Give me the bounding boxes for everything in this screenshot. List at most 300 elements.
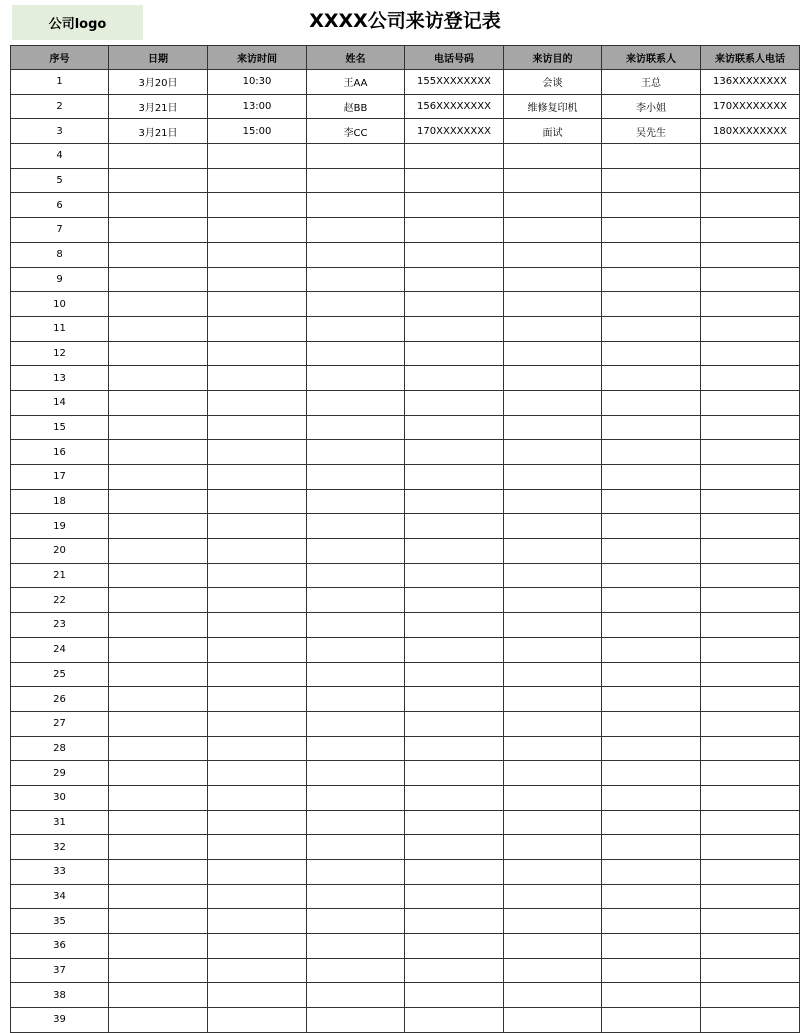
table-cell-contact-phone[interactable]: 136XXXXXXXX — [701, 70, 800, 95]
table-cell-contact[interactable] — [602, 514, 701, 539]
table-cell-name[interactable] — [307, 390, 405, 415]
table-cell-purpose[interactable] — [504, 193, 602, 218]
table-cell-contact[interactable] — [602, 440, 701, 465]
table-cell-seq[interactable]: 36 — [11, 934, 109, 959]
table-cell-contact[interactable]: 吴先生 — [602, 119, 701, 144]
table-cell-purpose[interactable] — [504, 1008, 602, 1033]
table-cell-seq[interactable]: 28 — [11, 736, 109, 761]
table-cell-seq[interactable]: 10 — [11, 292, 109, 317]
table-cell-seq[interactable]: 24 — [11, 637, 109, 662]
table-cell-contact-phone[interactable] — [701, 687, 800, 712]
table-cell-phone[interactable] — [405, 884, 504, 909]
table-cell-name[interactable] — [307, 711, 405, 736]
table-cell-name[interactable] — [307, 662, 405, 687]
table-cell-purpose[interactable] — [504, 662, 602, 687]
table-cell-seq[interactable]: 29 — [11, 761, 109, 786]
table-cell-visit-time[interactable] — [208, 810, 307, 835]
table-cell-purpose[interactable] — [504, 687, 602, 712]
table-cell-date[interactable] — [109, 193, 208, 218]
table-cell-seq[interactable]: 5 — [11, 168, 109, 193]
table-cell-visit-time[interactable]: 13:00 — [208, 94, 307, 119]
table-cell-purpose[interactable] — [504, 168, 602, 193]
table-cell-visit-time[interactable] — [208, 588, 307, 613]
table-cell-purpose[interactable] — [504, 785, 602, 810]
table-cell-seq[interactable]: 25 — [11, 662, 109, 687]
table-cell-seq[interactable]: 38 — [11, 983, 109, 1008]
table-cell-date[interactable] — [109, 958, 208, 983]
table-cell-phone[interactable] — [405, 267, 504, 292]
table-cell-date[interactable] — [109, 810, 208, 835]
table-cell-phone[interactable] — [405, 514, 504, 539]
table-cell-phone[interactable] — [405, 415, 504, 440]
table-cell-phone[interactable] — [405, 662, 504, 687]
table-cell-visit-time[interactable] — [208, 539, 307, 564]
table-cell-visit-time[interactable] — [208, 292, 307, 317]
table-cell-contact[interactable] — [602, 860, 701, 885]
table-cell-purpose[interactable] — [504, 390, 602, 415]
table-cell-contact[interactable] — [602, 539, 701, 564]
table-cell-visit-time[interactable] — [208, 168, 307, 193]
table-cell-seq[interactable]: 17 — [11, 465, 109, 490]
table-cell-seq[interactable]: 35 — [11, 909, 109, 934]
table-cell-phone[interactable] — [405, 489, 504, 514]
table-cell-contact-phone[interactable] — [701, 860, 800, 885]
table-cell-visit-time[interactable] — [208, 835, 307, 860]
table-cell-name[interactable] — [307, 983, 405, 1008]
table-cell-seq[interactable]: 27 — [11, 711, 109, 736]
table-cell-purpose[interactable] — [504, 563, 602, 588]
table-cell-visit-time[interactable] — [208, 489, 307, 514]
table-cell-name[interactable] — [307, 193, 405, 218]
table-cell-date[interactable] — [109, 1008, 208, 1033]
table-cell-name[interactable] — [307, 637, 405, 662]
table-cell-purpose[interactable] — [504, 292, 602, 317]
table-cell-contact-phone[interactable]: 180XXXXXXXX — [701, 119, 800, 144]
table-cell-visit-time[interactable] — [208, 267, 307, 292]
table-cell-name[interactable] — [307, 242, 405, 267]
table-cell-date[interactable] — [109, 218, 208, 243]
table-cell-visit-time[interactable] — [208, 341, 307, 366]
table-cell-visit-time[interactable] — [208, 218, 307, 243]
table-cell-date[interactable] — [109, 563, 208, 588]
table-cell-purpose[interactable]: 面试 — [504, 119, 602, 144]
table-cell-name[interactable] — [307, 489, 405, 514]
table-cell-phone[interactable] — [405, 687, 504, 712]
table-cell-name[interactable] — [307, 884, 405, 909]
table-cell-contact-phone[interactable] — [701, 662, 800, 687]
table-cell-phone[interactable] — [405, 785, 504, 810]
table-cell-phone[interactable] — [405, 588, 504, 613]
table-cell-phone[interactable] — [405, 292, 504, 317]
table-cell-contact[interactable] — [602, 390, 701, 415]
table-cell-purpose[interactable]: 会谈 — [504, 70, 602, 95]
table-cell-phone[interactable] — [405, 711, 504, 736]
table-cell-visit-time[interactable] — [208, 761, 307, 786]
table-cell-contact-phone[interactable] — [701, 588, 800, 613]
table-cell-phone[interactable] — [405, 366, 504, 391]
table-cell-visit-time[interactable] — [208, 193, 307, 218]
table-cell-visit-time[interactable] — [208, 144, 307, 169]
table-cell-seq[interactable]: 32 — [11, 835, 109, 860]
table-cell-name[interactable]: 李CC — [307, 119, 405, 144]
table-cell-visit-time[interactable] — [208, 242, 307, 267]
table-cell-seq[interactable]: 3 — [11, 119, 109, 144]
table-cell-purpose[interactable] — [504, 440, 602, 465]
table-cell-name[interactable] — [307, 539, 405, 564]
table-cell-contact-phone[interactable] — [701, 168, 800, 193]
table-cell-visit-time[interactable] — [208, 613, 307, 638]
table-cell-phone[interactable] — [405, 144, 504, 169]
table-cell-phone[interactable]: 155XXXXXXXX — [405, 70, 504, 95]
table-cell-contact-phone[interactable]: 170XXXXXXXX — [701, 94, 800, 119]
table-cell-date[interactable]: 3月20日 — [109, 70, 208, 95]
table-cell-contact[interactable] — [602, 662, 701, 687]
table-cell-contact-phone[interactable] — [701, 341, 800, 366]
table-cell-contact[interactable] — [602, 835, 701, 860]
table-cell-name[interactable] — [307, 736, 405, 761]
table-cell-seq[interactable]: 18 — [11, 489, 109, 514]
table-cell-visit-time[interactable] — [208, 366, 307, 391]
table-cell-contact[interactable] — [602, 785, 701, 810]
table-cell-name[interactable] — [307, 810, 405, 835]
table-cell-visit-time[interactable] — [208, 785, 307, 810]
table-cell-date[interactable] — [109, 489, 208, 514]
table-cell-visit-time[interactable] — [208, 637, 307, 662]
table-cell-contact[interactable] — [602, 465, 701, 490]
table-cell-date[interactable] — [109, 316, 208, 341]
table-cell-seq[interactable]: 11 — [11, 316, 109, 341]
table-cell-name[interactable] — [307, 316, 405, 341]
table-cell-contact[interactable] — [602, 292, 701, 317]
table-cell-date[interactable] — [109, 662, 208, 687]
table-cell-purpose[interactable] — [504, 983, 602, 1008]
table-cell-contact[interactable]: 李小姐 — [602, 94, 701, 119]
table-cell-contact[interactable] — [602, 761, 701, 786]
table-cell-visit-time[interactable] — [208, 687, 307, 712]
table-cell-phone[interactable]: 170XXXXXXXX — [405, 119, 504, 144]
table-cell-visit-time[interactable] — [208, 316, 307, 341]
table-cell-contact-phone[interactable] — [701, 934, 800, 959]
table-cell-contact[interactable] — [602, 934, 701, 959]
table-cell-name[interactable] — [307, 588, 405, 613]
table-cell-contact-phone[interactable] — [701, 539, 800, 564]
table-cell-contact-phone[interactable] — [701, 316, 800, 341]
table-cell-contact[interactable] — [602, 637, 701, 662]
table-cell-contact-phone[interactable] — [701, 835, 800, 860]
table-cell-contact-phone[interactable] — [701, 761, 800, 786]
table-cell-visit-time[interactable] — [208, 983, 307, 1008]
table-cell-phone[interactable] — [405, 341, 504, 366]
table-cell-contact-phone[interactable] — [701, 366, 800, 391]
table-cell-seq[interactable]: 31 — [11, 810, 109, 835]
table-cell-visit-time[interactable] — [208, 909, 307, 934]
table-cell-contact-phone[interactable] — [701, 613, 800, 638]
table-cell-phone[interactable] — [405, 736, 504, 761]
table-cell-purpose[interactable] — [504, 218, 602, 243]
table-cell-date[interactable] — [109, 539, 208, 564]
table-cell-contact-phone[interactable] — [701, 218, 800, 243]
table-cell-phone[interactable] — [405, 316, 504, 341]
table-cell-seq[interactable]: 12 — [11, 341, 109, 366]
table-cell-phone[interactable] — [405, 934, 504, 959]
table-cell-name[interactable] — [307, 144, 405, 169]
table-cell-phone[interactable] — [405, 390, 504, 415]
table-cell-purpose[interactable] — [504, 711, 602, 736]
table-cell-contact[interactable] — [602, 810, 701, 835]
table-cell-contact[interactable] — [602, 909, 701, 934]
table-cell-name[interactable] — [307, 415, 405, 440]
table-cell-contact-phone[interactable] — [701, 909, 800, 934]
table-cell-seq[interactable]: 37 — [11, 958, 109, 983]
table-cell-name[interactable]: 赵BB — [307, 94, 405, 119]
table-cell-phone[interactable]: 156XXXXXXXX — [405, 94, 504, 119]
table-cell-contact[interactable] — [602, 588, 701, 613]
table-cell-date[interactable] — [109, 440, 208, 465]
table-cell-purpose[interactable] — [504, 316, 602, 341]
table-cell-contact-phone[interactable] — [701, 884, 800, 909]
table-cell-contact[interactable] — [602, 267, 701, 292]
table-cell-phone[interactable] — [405, 810, 504, 835]
table-cell-contact-phone[interactable] — [701, 983, 800, 1008]
table-cell-name[interactable] — [307, 440, 405, 465]
table-cell-visit-time[interactable] — [208, 934, 307, 959]
table-cell-date[interactable] — [109, 983, 208, 1008]
table-cell-name[interactable] — [307, 613, 405, 638]
table-cell-phone[interactable] — [405, 637, 504, 662]
table-cell-date[interactable]: 3月21日 — [109, 119, 208, 144]
table-cell-contact[interactable] — [602, 958, 701, 983]
table-cell-name[interactable] — [307, 785, 405, 810]
table-cell-name[interactable] — [307, 958, 405, 983]
table-cell-purpose[interactable] — [504, 860, 602, 885]
table-cell-purpose[interactable] — [504, 588, 602, 613]
table-cell-purpose[interactable] — [504, 958, 602, 983]
table-cell-seq[interactable]: 16 — [11, 440, 109, 465]
table-cell-phone[interactable] — [405, 440, 504, 465]
table-cell-name[interactable] — [307, 267, 405, 292]
table-cell-contact-phone[interactable] — [701, 563, 800, 588]
table-cell-seq[interactable]: 1 — [11, 70, 109, 95]
table-cell-date[interactable] — [109, 168, 208, 193]
table-cell-purpose[interactable] — [504, 637, 602, 662]
table-cell-seq[interactable]: 14 — [11, 390, 109, 415]
table-cell-phone[interactable] — [405, 193, 504, 218]
table-cell-purpose[interactable] — [504, 613, 602, 638]
table-cell-contact-phone[interactable] — [701, 958, 800, 983]
table-cell-date[interactable] — [109, 144, 208, 169]
table-cell-date[interactable] — [109, 267, 208, 292]
table-cell-seq[interactable]: 39 — [11, 1008, 109, 1033]
table-cell-date[interactable]: 3月21日 — [109, 94, 208, 119]
table-cell-name[interactable] — [307, 909, 405, 934]
table-cell-purpose[interactable] — [504, 736, 602, 761]
table-cell-seq[interactable]: 20 — [11, 539, 109, 564]
table-cell-date[interactable] — [109, 761, 208, 786]
table-cell-purpose[interactable] — [504, 144, 602, 169]
table-cell-name[interactable] — [307, 835, 405, 860]
table-cell-visit-time[interactable] — [208, 662, 307, 687]
table-cell-visit-time[interactable] — [208, 440, 307, 465]
table-cell-seq[interactable]: 33 — [11, 860, 109, 885]
table-cell-purpose[interactable] — [504, 761, 602, 786]
table-cell-seq[interactable]: 4 — [11, 144, 109, 169]
table-cell-contact-phone[interactable] — [701, 1008, 800, 1033]
table-cell-contact[interactable] — [602, 1008, 701, 1033]
table-cell-name[interactable] — [307, 218, 405, 243]
table-cell-purpose[interactable] — [504, 415, 602, 440]
table-cell-seq[interactable]: 19 — [11, 514, 109, 539]
table-cell-visit-time[interactable] — [208, 415, 307, 440]
table-cell-date[interactable] — [109, 860, 208, 885]
table-cell-contact-phone[interactable] — [701, 785, 800, 810]
table-cell-phone[interactable] — [405, 860, 504, 885]
table-cell-contact[interactable] — [602, 218, 701, 243]
table-cell-seq[interactable]: 6 — [11, 193, 109, 218]
table-cell-date[interactable] — [109, 465, 208, 490]
table-cell-seq[interactable]: 13 — [11, 366, 109, 391]
table-cell-phone[interactable] — [405, 465, 504, 490]
table-cell-visit-time[interactable] — [208, 563, 307, 588]
table-cell-phone[interactable] — [405, 983, 504, 1008]
table-cell-date[interactable] — [109, 637, 208, 662]
table-cell-date[interactable] — [109, 884, 208, 909]
table-cell-date[interactable] — [109, 341, 208, 366]
table-cell-date[interactable] — [109, 514, 208, 539]
table-cell-name[interactable] — [307, 563, 405, 588]
table-cell-seq[interactable]: 7 — [11, 218, 109, 243]
table-cell-date[interactable] — [109, 588, 208, 613]
table-cell-contact[interactable] — [602, 884, 701, 909]
table-cell-name[interactable] — [307, 514, 405, 539]
table-cell-phone[interactable] — [405, 218, 504, 243]
table-cell-visit-time[interactable] — [208, 884, 307, 909]
table-cell-seq[interactable]: 22 — [11, 588, 109, 613]
table-cell-date[interactable] — [109, 835, 208, 860]
table-cell-visit-time[interactable] — [208, 711, 307, 736]
table-cell-contact-phone[interactable] — [701, 810, 800, 835]
table-cell-seq[interactable]: 23 — [11, 613, 109, 638]
table-cell-purpose[interactable] — [504, 514, 602, 539]
table-cell-contact[interactable] — [602, 316, 701, 341]
table-cell-name[interactable] — [307, 934, 405, 959]
table-cell-phone[interactable] — [405, 761, 504, 786]
table-cell-contact[interactable] — [602, 983, 701, 1008]
table-cell-name[interactable] — [307, 465, 405, 490]
table-cell-purpose[interactable] — [504, 835, 602, 860]
table-cell-visit-time[interactable] — [208, 736, 307, 761]
table-cell-phone[interactable] — [405, 958, 504, 983]
table-cell-date[interactable] — [109, 415, 208, 440]
table-cell-seq[interactable]: 2 — [11, 94, 109, 119]
table-cell-phone[interactable] — [405, 242, 504, 267]
table-cell-date[interactable] — [109, 242, 208, 267]
table-cell-contact-phone[interactable] — [701, 489, 800, 514]
table-cell-name[interactable]: 王AA — [307, 70, 405, 95]
table-cell-purpose[interactable] — [504, 267, 602, 292]
table-cell-contact-phone[interactable] — [701, 193, 800, 218]
table-cell-seq[interactable]: 15 — [11, 415, 109, 440]
table-cell-phone[interactable] — [405, 909, 504, 934]
table-cell-phone[interactable] — [405, 1008, 504, 1033]
table-cell-contact-phone[interactable] — [701, 637, 800, 662]
table-cell-seq[interactable]: 30 — [11, 785, 109, 810]
table-cell-name[interactable] — [307, 292, 405, 317]
table-cell-seq[interactable]: 34 — [11, 884, 109, 909]
table-cell-name[interactable] — [307, 1008, 405, 1033]
table-cell-contact[interactable] — [602, 736, 701, 761]
table-cell-contact-phone[interactable] — [701, 144, 800, 169]
table-cell-name[interactable] — [307, 341, 405, 366]
table-cell-contact[interactable]: 王总 — [602, 70, 701, 95]
table-cell-contact[interactable] — [602, 563, 701, 588]
table-cell-date[interactable] — [109, 292, 208, 317]
table-cell-visit-time[interactable] — [208, 465, 307, 490]
table-cell-purpose[interactable] — [504, 539, 602, 564]
table-cell-visit-time[interactable] — [208, 860, 307, 885]
table-cell-date[interactable] — [109, 785, 208, 810]
table-cell-contact-phone[interactable] — [701, 242, 800, 267]
table-cell-purpose[interactable] — [504, 242, 602, 267]
table-cell-seq[interactable]: 8 — [11, 242, 109, 267]
table-cell-contact-phone[interactable] — [701, 440, 800, 465]
table-cell-date[interactable] — [109, 613, 208, 638]
table-cell-contact-phone[interactable] — [701, 267, 800, 292]
table-cell-phone[interactable] — [405, 835, 504, 860]
table-cell-contact[interactable] — [602, 242, 701, 267]
table-cell-name[interactable] — [307, 366, 405, 391]
table-cell-seq[interactable]: 21 — [11, 563, 109, 588]
table-cell-contact[interactable] — [602, 613, 701, 638]
table-cell-purpose[interactable] — [504, 366, 602, 391]
table-cell-contact-phone[interactable] — [701, 465, 800, 490]
table-cell-date[interactable] — [109, 711, 208, 736]
table-cell-purpose[interactable]: 维修复印机 — [504, 94, 602, 119]
table-cell-name[interactable] — [307, 687, 405, 712]
table-cell-name[interactable] — [307, 860, 405, 885]
table-cell-purpose[interactable] — [504, 884, 602, 909]
table-cell-date[interactable] — [109, 736, 208, 761]
table-cell-contact-phone[interactable] — [701, 514, 800, 539]
table-cell-visit-time[interactable] — [208, 1008, 307, 1033]
table-cell-seq[interactable]: 9 — [11, 267, 109, 292]
table-cell-purpose[interactable] — [504, 909, 602, 934]
table-cell-phone[interactable] — [405, 613, 504, 638]
table-cell-purpose[interactable] — [504, 489, 602, 514]
table-cell-contact[interactable] — [602, 489, 701, 514]
table-cell-purpose[interactable] — [504, 810, 602, 835]
table-cell-phone[interactable] — [405, 168, 504, 193]
table-cell-contact[interactable] — [602, 144, 701, 169]
table-cell-visit-time[interactable] — [208, 958, 307, 983]
table-cell-date[interactable] — [109, 909, 208, 934]
table-cell-contact[interactable] — [602, 193, 701, 218]
table-cell-seq[interactable]: 26 — [11, 687, 109, 712]
table-cell-contact[interactable] — [602, 168, 701, 193]
table-cell-date[interactable] — [109, 390, 208, 415]
table-cell-phone[interactable] — [405, 563, 504, 588]
table-cell-contact-phone[interactable] — [701, 390, 800, 415]
table-cell-date[interactable] — [109, 934, 208, 959]
table-cell-visit-time[interactable] — [208, 390, 307, 415]
table-cell-contact-phone[interactable] — [701, 711, 800, 736]
table-cell-contact[interactable] — [602, 687, 701, 712]
table-cell-date[interactable] — [109, 366, 208, 391]
table-cell-name[interactable] — [307, 168, 405, 193]
table-cell-visit-time[interactable] — [208, 514, 307, 539]
table-cell-contact[interactable] — [602, 415, 701, 440]
table-cell-purpose[interactable] — [504, 341, 602, 366]
table-cell-contact-phone[interactable] — [701, 415, 800, 440]
